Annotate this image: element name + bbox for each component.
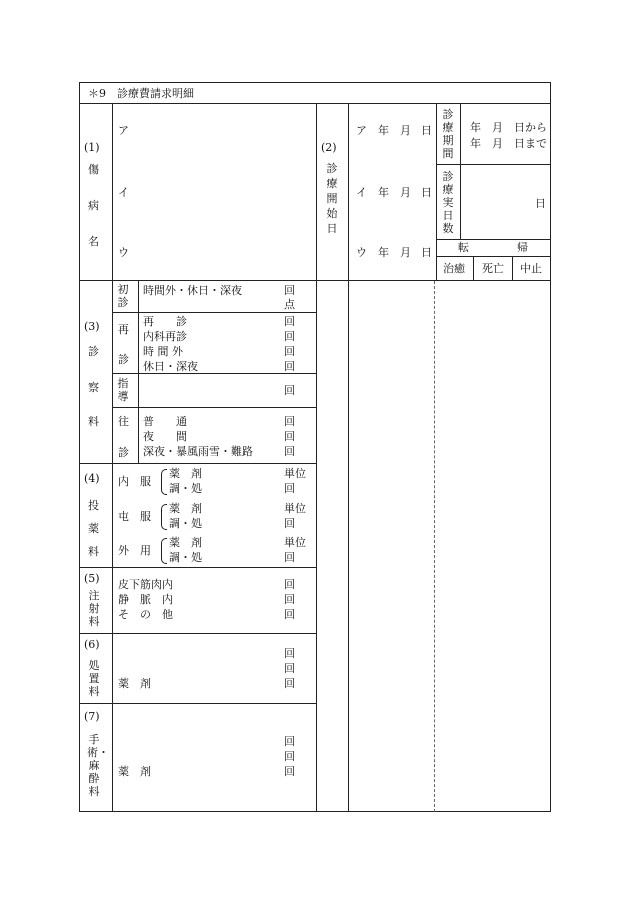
section5-label: 注射料	[88, 589, 100, 628]
treatment-drug: 薬 剤	[118, 677, 151, 690]
section5-number: (5)	[84, 572, 100, 585]
rule	[79, 567, 316, 568]
injection-item: そ の 他	[118, 608, 173, 621]
rule	[512, 256, 513, 280]
section4-label: 料	[88, 545, 99, 558]
naifuku-label: 内 服	[118, 475, 151, 488]
start-date-key: ウ	[356, 246, 367, 259]
section1-number: (1)	[84, 141, 100, 154]
outcome-died: 死亡	[482, 262, 504, 275]
section1-label: 病	[88, 199, 99, 212]
rule	[436, 239, 551, 240]
period-to-day: 日まで	[514, 137, 547, 150]
shoshin-unit-times: 回	[284, 284, 295, 297]
gaiyou-item: 調・処	[169, 551, 202, 564]
rule	[473, 256, 474, 280]
outcome-stopped: 中止	[520, 262, 542, 275]
period-label: 診療期間	[442, 108, 454, 160]
oushin-label: 診	[118, 446, 129, 459]
section4-number: (4)	[84, 472, 100, 485]
start-date-day: 日	[421, 124, 432, 137]
section2-number: (2)	[321, 141, 337, 154]
start-date-month: 月	[400, 246, 411, 259]
rule	[436, 103, 437, 280]
saishin-label: 再	[118, 323, 129, 336]
injection-unit: 回	[284, 608, 295, 621]
disease-item-a: ア	[118, 124, 129, 137]
rule	[79, 463, 316, 464]
injection-item: 静 脈 内	[118, 593, 173, 606]
tonpuku-unit: 単位	[284, 502, 306, 515]
saishin-unit: 回	[284, 345, 295, 358]
section6-number: (6)	[84, 638, 100, 651]
rule	[316, 103, 317, 812]
rule	[79, 280, 551, 281]
outcome-cured: 治癒	[443, 262, 465, 275]
treatment-unit: 回	[284, 677, 295, 690]
rule	[79, 103, 551, 104]
saishin-item: 内科再診	[143, 330, 187, 343]
surgery-drug: 薬 剤	[118, 765, 151, 778]
shoshin-unit-points: 点	[284, 298, 295, 311]
saishin-item: 休日・深夜	[143, 360, 198, 373]
rule	[112, 373, 316, 374]
section7-number: (7)	[84, 710, 100, 723]
gaiyou-unit: 単位	[284, 536, 306, 549]
period-to-year: 年	[470, 137, 481, 150]
section1-label: 名	[88, 235, 99, 248]
rule	[79, 633, 316, 634]
injection-item: 皮下筋肉内	[118, 578, 173, 591]
surgery-unit: 回	[284, 750, 295, 763]
section6-label: 処置料	[88, 659, 100, 698]
treatment-unit: 回	[284, 647, 295, 660]
brace	[161, 504, 167, 530]
gaiyou-item: 薬 剤	[169, 536, 202, 549]
period-from-month: 月	[492, 121, 503, 134]
rule	[436, 164, 551, 165]
section1-label: 傷	[88, 163, 99, 176]
tonpuku-unit: 回	[284, 517, 295, 530]
oushin-item: 深夜・暴風雨雪・難路	[143, 445, 253, 458]
shidou-label: 指導	[117, 377, 129, 403]
shoshin-item: 時間外・休日・深夜	[143, 284, 242, 297]
start-date-month: 月	[400, 124, 411, 137]
oushin-label: 往	[118, 415, 129, 428]
shoshin-label: 初診	[117, 283, 129, 309]
rule	[79, 703, 316, 704]
start-date-month: 月	[400, 186, 411, 199]
surgery-unit: 回	[284, 735, 295, 748]
period-from-day: 日から	[514, 121, 547, 134]
naifuku-item: 調・処	[169, 482, 202, 495]
section3-label: 診	[88, 345, 99, 358]
shidou-unit: 回	[284, 384, 295, 397]
saishin-unit: 回	[284, 360, 295, 373]
injection-unit: 回	[284, 593, 295, 606]
injection-unit: 回	[284, 578, 295, 591]
brace	[161, 538, 167, 564]
section4-label: 薬	[88, 522, 99, 535]
actual-days-unit: 日	[535, 197, 546, 210]
outcome-header-b: 帰	[517, 241, 528, 254]
saishin-item: 時 間 外	[143, 345, 183, 358]
saishin-unit: 回	[284, 315, 295, 328]
oushin-item: 普 通	[143, 415, 187, 428]
section2-label: 診療開始日	[326, 162, 338, 235]
surgery-unit: 回	[284, 765, 295, 778]
start-date-year: 年	[378, 124, 389, 137]
start-date-day: 日	[421, 246, 432, 259]
oushin-item: 夜 間	[143, 430, 187, 443]
brace	[161, 469, 167, 495]
period-to-month: 月	[492, 137, 503, 150]
rule	[112, 312, 316, 313]
gaiyou-unit: 回	[284, 551, 295, 564]
start-date-key: ア	[356, 124, 367, 137]
section7-label: 手術・麻酔料	[87, 733, 109, 798]
actual-days-label: 診療実日数	[442, 170, 454, 235]
rule	[348, 103, 349, 812]
rule	[138, 280, 139, 463]
disease-item-i: イ	[118, 186, 129, 199]
saishin-unit: 回	[284, 330, 295, 343]
dashed-divider	[434, 281, 435, 812]
start-date-key: イ	[356, 186, 367, 199]
saishin-item: 再 診	[143, 315, 187, 328]
section3-label: 料	[88, 415, 99, 428]
treatment-unit: 回	[284, 662, 295, 675]
rule	[112, 280, 113, 812]
disease-item-u: ウ	[118, 246, 129, 259]
oushin-unit: 回	[284, 415, 295, 428]
section3-number: (3)	[84, 320, 100, 333]
saishin-label: 診	[118, 353, 129, 366]
naifuku-unit: 回	[284, 482, 295, 495]
tonpuku-item: 調・処	[169, 517, 202, 530]
form-title: ＊9 診療費請求明細	[88, 87, 194, 100]
naifuku-unit: 単位	[284, 467, 306, 480]
section3-label: 察	[88, 381, 99, 394]
period-from-year: 年	[470, 121, 481, 134]
tonpuku-item: 薬 剤	[169, 502, 202, 515]
section4-label: 投	[88, 499, 99, 512]
outcome-header-a: 転	[458, 241, 469, 254]
start-date-year: 年	[378, 246, 389, 259]
oushin-unit: 回	[284, 430, 295, 443]
rule	[436, 256, 551, 257]
rule	[460, 103, 461, 239]
rule	[112, 407, 316, 408]
oushin-unit: 回	[284, 445, 295, 458]
tonpuku-label: 屯 服	[118, 510, 151, 523]
start-date-year: 年	[378, 186, 389, 199]
rule	[112, 103, 113, 280]
start-date-day: 日	[421, 186, 432, 199]
naifuku-item: 薬 剤	[169, 467, 202, 480]
gaiyou-label: 外 用	[118, 544, 151, 557]
